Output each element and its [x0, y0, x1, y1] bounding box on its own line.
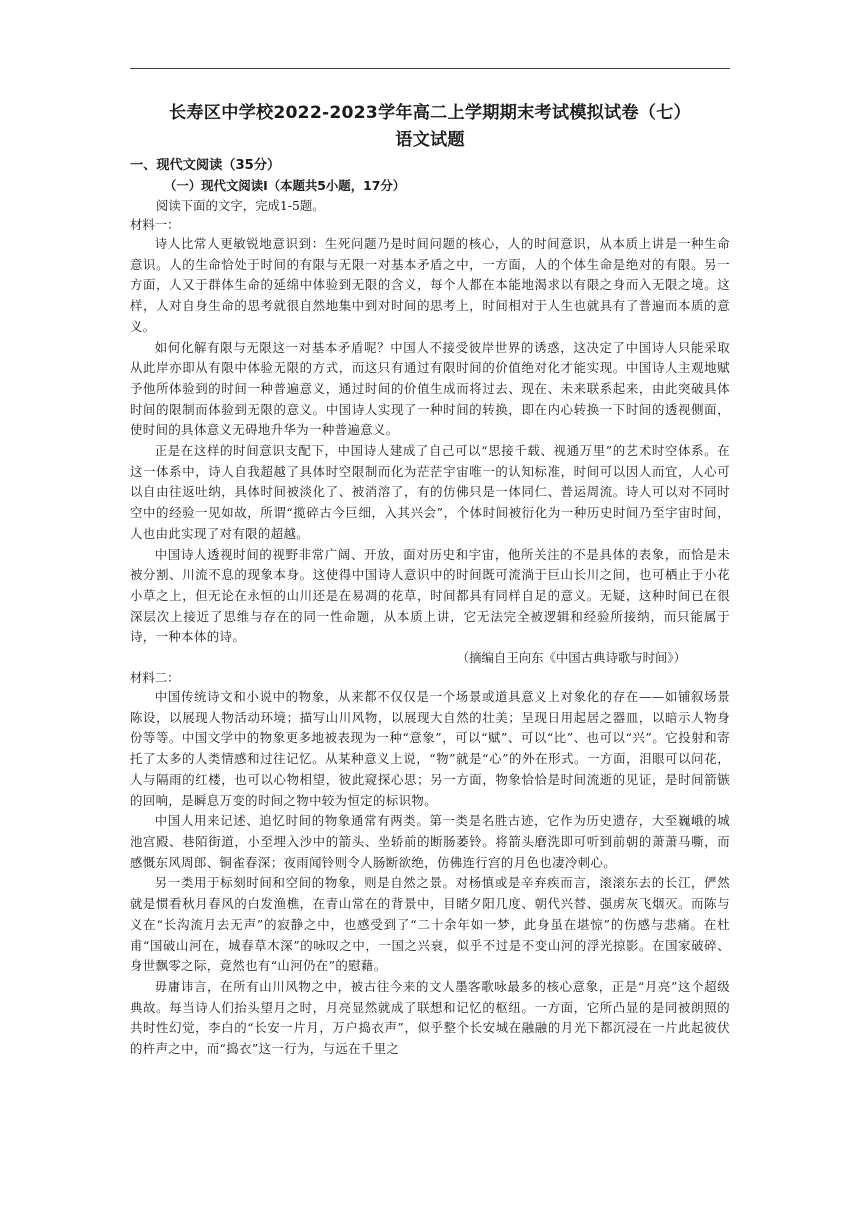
paragraph: 诗人比常人更敏锐地意识到：生死问题乃是时间问题的核心，人的时间意识，从本质上讲是一种生命意识。人的生命恰处于时间的有限与无限一对基本矛盾之中，一方面，人的个体生命是绝对的有限。另一方面，人又于群体生命的延绵中体验到无限的含义，每个人都在本能地渴求以有限之身而入无限之境。这样，人对自身生命的思考就很自然地集中到对时间的思考上，时间相对于人生也就具有了普遍而本质的意义。 — [130, 236, 730, 334]
exam-subtitle: 语文试题 — [395, 130, 465, 150]
paragraph: 如何化解有限与无限这一对基本矛盾呢？中国人不接受彼岸世界的诱惑，这决定了中国诗人只能采取从此岸亦即从有限中体验无限的方式，而这只有通过有限时间的价值绝对化才能实现。中国诗人主观地赋予他所体验到的时间一种普遍意义，通过时间的价值生成而将过去、现在、未来联系起来，由此突破具体时间的限制而体验到无限的意义。中国诗人实现了一种时间的转换，即在内心转换一下时间的透视侧面，使时间的具体意义无碍地升华为一种普遍意义。 — [130, 339, 730, 438]
material-label: 材料一： — [130, 217, 180, 232]
reading-instruction: 阅读下面的文字，完成1-5题。 — [156, 198, 325, 213]
exam-page — [130, 100, 730, 1060]
exam-title: 长寿区中学校2022-2023学年高二上学期期末考试模拟试卷（七） — [169, 103, 691, 123]
subsection-heading: （一）现代文阅读Ⅰ（本题共5小题，17分） — [164, 178, 406, 193]
section-heading: 一、现代文阅读（35分） — [130, 158, 281, 173]
source-citation: （摘编自王向东《中国古典诗歌与时间》） — [456, 650, 686, 666]
paragraph: 毋庸讳言，在所有山川风物之中，被古往今来的文人墨客歌咏最多的核心意象，正是“月亮”这个超级典故。每当诗人们抬头望月之时，月亮显然就成了联想和记忆的枢纽。一方面，它所凸显的是同被朗照的共时性幻觉，李白的“长安一片月，万户捣衣声”，似乎整个长安城在融融的月光下都沉浸在一片此起彼伏的杵声之中，而“捣衣”这一行为，与远在千里之 — [130, 978, 730, 1057]
paragraph: 另一类用于标刻时间和空间的物象，则是自然之景。对杨慎或是辛弃疾而言，滚滚东去的长江，俨然就是惯看秋月春风的白发渔樵，在青山常在的背景中，目睹夕阳几度、朝代兴替、强虏灰飞烟灭。而陈与义在“长沟流月去无声”的寂静之中，也感受到了“二十余年如一梦，此身虽在堪惊”的伤感与悲痛。在杜甫“国破山河在，城春草木深”的咏叹之中，一国之兴衰，似乎不过是不变山河的浮光掠影。在国家破碎、身世飘零之际，竟然也有“山河仍在”的慰藉。 — [130, 875, 730, 974]
paragraph: 中国诗人透视时间的视野非常广阔、开放，面对历史和宇宙，他所关注的不是具体的表象，而恰是未被分割、川流不息的现象本身。这使得中国诗人意识中的时间既可流淌于巨山长川之间，也可栖止于小花小草之上，但无论在永恒的山川还是在易凋的花草，时间都具有同样自足的意义。无疑，这种时间已在很深层次上接近了思维与存在的同一性命题，从本质上讲，它无法完全被逻辑和经验所接纳，而只能属于诗，一种本体的诗。 — [130, 546, 730, 645]
paragraph: 中国传统诗文和小说中的物象，从来都不仅仅是一个场景或道具意义上对象化的存在——如铺叙场景陈设，以展现人物活动环境；描写山川风物，以展现大自然的壮美；呈现日用起居之器皿，以暗示人物身份等等。中国文学中的物象更多地被表现为一种“意象”，可以“赋”、可以“比”、也可以“兴”。它投射和寄托了太多的人类情感和过往记忆。从某种意义上说，“物”就是“心”的外在形式。一方面，泪眼可以问花，人与隔雨的红楼，也可以心物相望，彼此窥探心思；另一方面，物象恰恰是时间流逝的见证，是时间箭镞的回响，是瞬息万变的时间之物中较为恒定的标识物。 — [130, 689, 730, 808]
paragraph: 中国人用来记述、追忆时间的物象通常有两类。第一类是名胜古迹，它作为历史遗存，大至巍峨的城池宫殿、巷陌街道，小至埋入沙中的箭头、坐轿前的断肠萎铃。将箭头磨洗即可听到前朝的萧萧马嘶，而感慨东风周郎、铜雀春深；夜雨闻铃则令人肠断欲绝，仿佛连行宫的月色也凄冷刺心。 — [130, 813, 730, 870]
paragraph: 正是在这样的时间意识支配下，中国诗人建成了自己可以“思接千载、视通万里”的艺术时空体系。在这一体系中，诗人自我超越了具体时空限制而化为茫茫宇宙唯一的认知标准，时间可以因人而宜，人心可以自由往返吐纳，具体时间被淡化了、被消溶了，有的仿佛只是一体同仁、普运周流。诗人可以对不同时空中的经验一见如故，所谓“揽碎古今巨细，入其兴会”，个体时间被衍化为一种历史时间乃至宇宙时间，人也由此实现了对有限的超越。 — [130, 443, 730, 541]
material-label: 材料二： — [130, 670, 180, 686]
header-rule — [130, 68, 730, 69]
